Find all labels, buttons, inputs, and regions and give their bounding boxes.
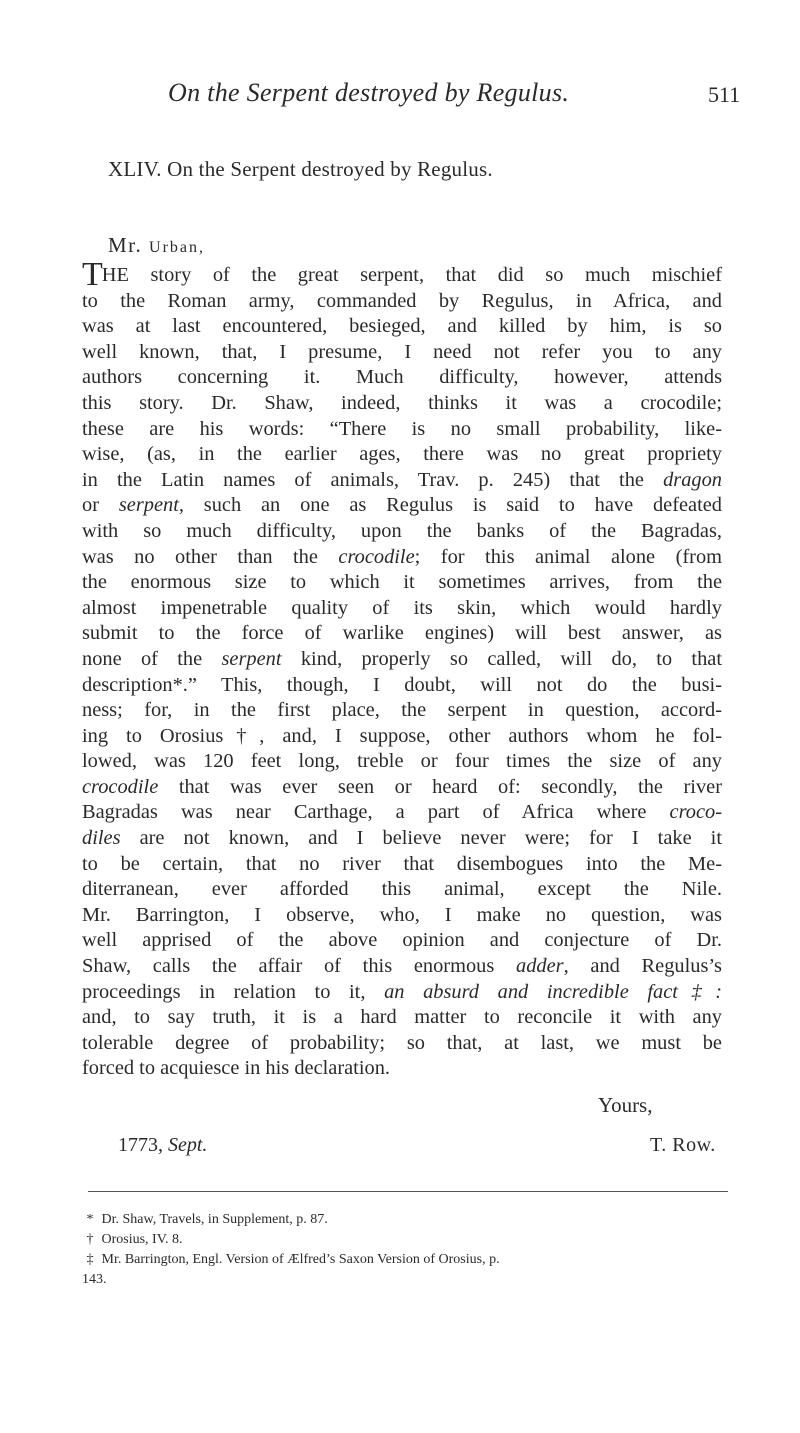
body-line: was no other than the crocodile; for this animal alone (from	[82, 545, 722, 568]
body-line: the enormous size to which it sometimes arrives, from the	[82, 571, 722, 594]
body-line: to the Roman army, commanded by Regulus, in Africa, and	[82, 289, 722, 312]
body-line: diles are not known, and I believe never were; for I take it	[82, 827, 722, 850]
body-line: or serpent, such an one as Regulus is said to have defeated	[82, 494, 722, 517]
closing: Yours,	[598, 1093, 653, 1117]
body-line: ness; for, in the first place, the serpent in question, accord-	[82, 699, 722, 722]
footnote: ‡ Mr. Barrington, Engl. Version of Ælfred’s Saxon Version of Orosius, p.	[86, 1252, 500, 1267]
body-line: almost impenetrable quality of its skin, which would hardly	[82, 596, 722, 619]
body-line: forced to acquiesce in his declaration.	[82, 1057, 390, 1080]
body-line: well apprised of the above opinion and conjecture of Dr.	[82, 929, 722, 952]
date-line	[118, 1134, 207, 1157]
date-year: 1773,	[118, 1134, 163, 1156]
signature: T. Row.	[650, 1134, 716, 1156]
body-line: Shaw, calls the affair of this enormous adder, and Regulus’s	[82, 955, 722, 978]
footnote: † Orosius, IV. 8.	[86, 1232, 183, 1247]
body-line: with so much difficulty, upon the banks of the Bagradas,	[82, 519, 722, 542]
body-line: in the Latin names of animals, Trav. p. 245) that the dragon	[82, 468, 722, 491]
body-line: these are his words: “There is no small probability, like-	[82, 417, 722, 440]
footnotes	[82, 1210, 722, 1290]
date-month: Sept.	[168, 1134, 208, 1156]
body-line: this story. Dr. Shaw, indeed, thinks it was a crocodile;	[82, 391, 722, 414]
article-heading: XLIV. On the Serpent destroyed by Regulus.	[108, 157, 493, 181]
footnote: 143.	[82, 1272, 107, 1287]
body-line: Bagradas was near Carthage, a part of Africa where croco-	[82, 801, 722, 824]
body-line: authors concerning it. Much difficulty, however, attends	[82, 366, 722, 389]
footnote: * Dr. Shaw, Travels, in Supplement, p. 87.	[86, 1212, 328, 1227]
body-line: tolerable degree of probability; so that, at last, we must be	[82, 1031, 722, 1054]
italic-serpent-kind: serpent	[221, 647, 282, 670]
salutation	[108, 233, 205, 258]
italic-croco: croco-	[669, 801, 722, 824]
italic-adder: adder	[516, 955, 564, 978]
salutation-name: Urban,	[149, 239, 205, 256]
running-head: On the Serpent destroyed by Regulus.	[168, 78, 570, 107]
body-line: was at last encountered, besieged, and killed by him, is so	[82, 315, 722, 338]
italic-dragon: dragon	[663, 468, 722, 491]
italic-absurd-fact: an absurd and incredible fact‡:	[384, 980, 722, 1003]
footnote-rule	[88, 1191, 728, 1192]
page-number: 511	[708, 82, 741, 107]
body-line: none of the serpent kind, properly so called, will do, to that	[82, 647, 722, 670]
body-line: and, to say truth, it is a hard matter to reconcile it with any	[82, 1006, 722, 1029]
body-line: diterranean, ever afforded this animal, except the Nile.	[82, 878, 722, 901]
letter-body	[82, 256, 722, 1082]
body-line: ing to Orosius†, and, I suppose, other authors whom he fol-	[82, 724, 722, 747]
body-line: proceedings in relation to it, an absurd and incredible fact‡:	[82, 980, 722, 1003]
italic-diles: diles	[82, 827, 121, 850]
body-line: Mr. Barrington, I observe, who, I make no question, was	[82, 903, 722, 926]
drop-cap: T	[82, 256, 102, 293]
body-line: submit to the force of warlike engines) will best answer, as	[82, 622, 722, 645]
salutation-title: Mr.	[108, 233, 143, 257]
body-line: well known, that, I presume, I need not refer you to any	[82, 340, 722, 363]
body-line: THE story of the great serpent, that did so much mischief	[82, 256, 722, 293]
body-line: wise, (as, in the earlier ages, there was no great propriety	[82, 443, 722, 466]
body-line: crocodile that was ever seen or heard of: secondly, the river	[82, 775, 722, 798]
body-line: lowed, was 120 feet long, treble or four times the size of any	[82, 750, 722, 773]
body-line: description*.” This, though, I doubt, will not do the busi-	[82, 673, 722, 696]
italic-serpent: serpent,	[118, 494, 184, 517]
italic-crocodile: crocodile	[338, 545, 415, 568]
italic-crocodile-2: crocodile	[82, 775, 159, 798]
body-line: to be certain, that no river that disembogues into the Me-	[82, 852, 722, 875]
